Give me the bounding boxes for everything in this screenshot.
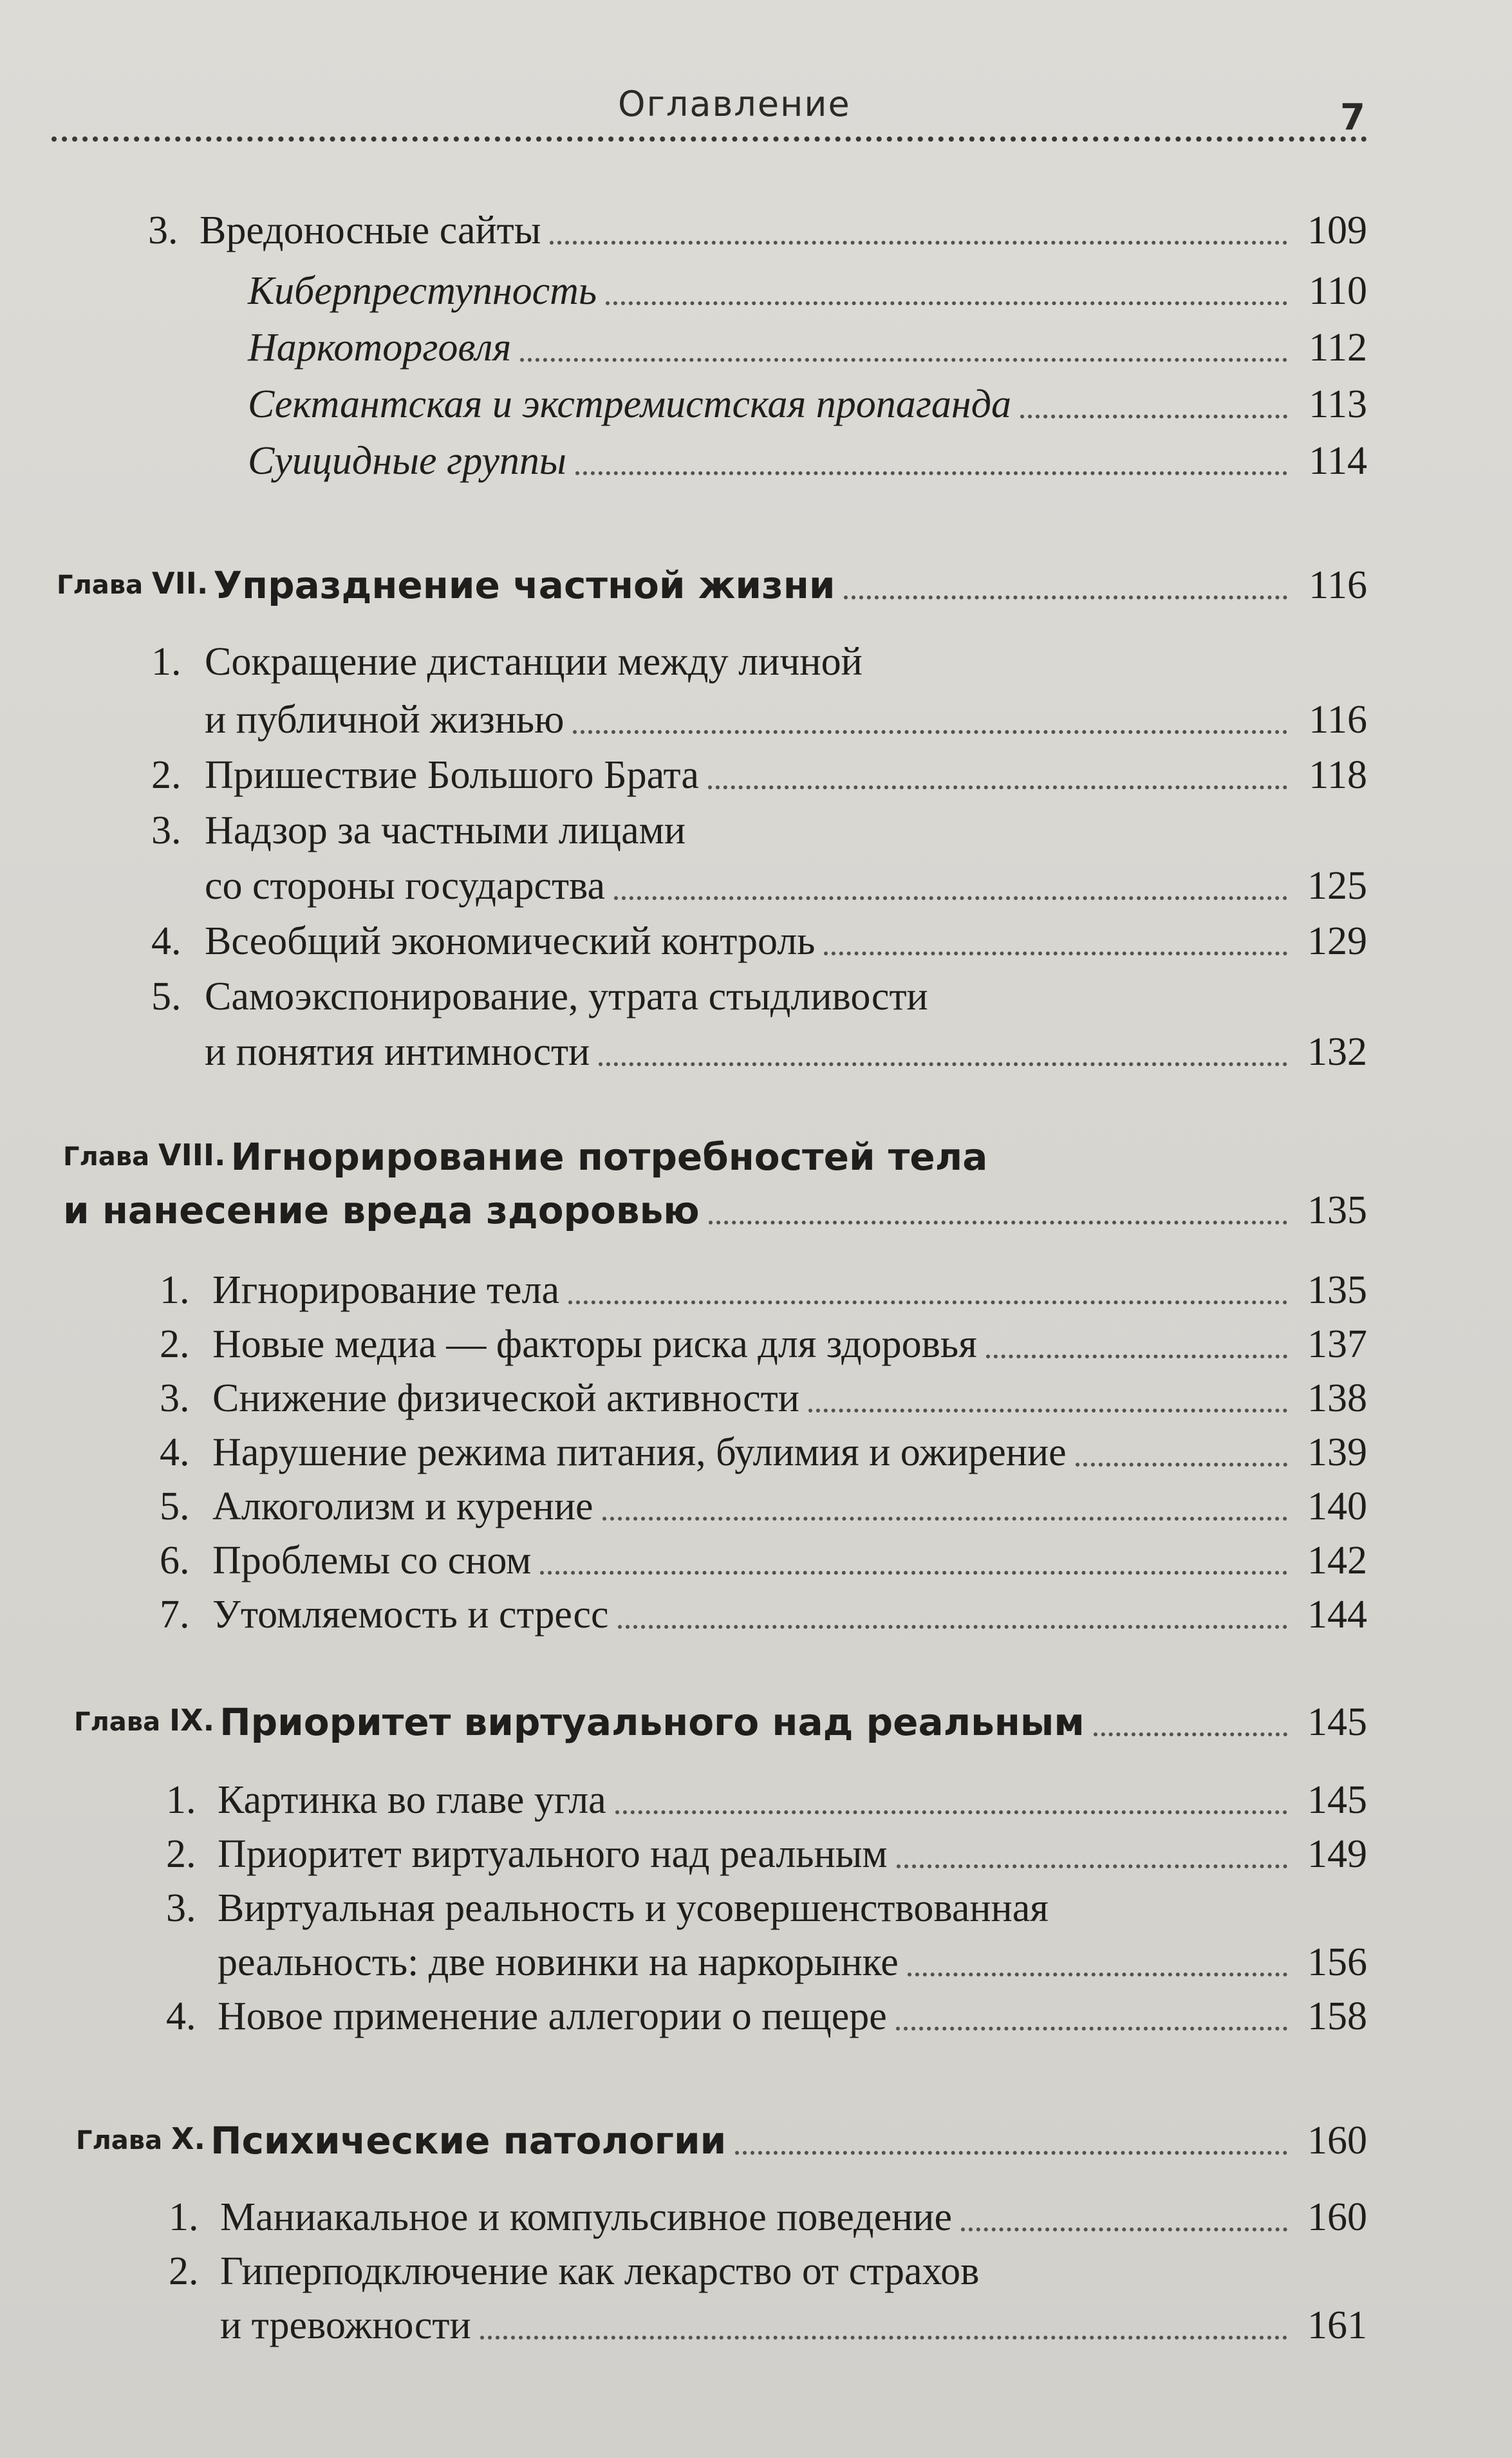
subentry-title: Суицидные группы — [248, 439, 566, 483]
chapter-page: 145 — [1307, 1700, 1367, 1744]
leader-dots — [480, 2336, 1287, 2340]
chapter-title-line2: и нанесение вреда здоровью — [63, 1188, 700, 1232]
entry-number: 2. — [160, 1322, 190, 1366]
leader-dots — [550, 241, 1287, 245]
entry-page: 118 — [1309, 753, 1367, 797]
leader-dots — [709, 1221, 1287, 1224]
leader-dots — [808, 1409, 1287, 1412]
entry-title: Снижение физической активности — [212, 1376, 799, 1420]
entry-title-line1: Сокращение дистанции между личной — [205, 640, 863, 684]
leader-dots — [615, 1810, 1287, 1814]
entry-title: Маниакальное и компульсивное поведение — [220, 2195, 952, 2239]
entry-number: 3. — [148, 209, 178, 252]
entry-number: 4. — [160, 1431, 190, 1474]
leader-dots — [599, 1062, 1287, 1066]
subentry-title: Сектантская и экстремистская пропаганда — [248, 382, 1012, 426]
chapter-label: Глава IX. — [74, 1703, 215, 1738]
leader-dots — [844, 596, 1287, 599]
chapter-heading — [57, 558, 1367, 611]
entry-number: 1. — [169, 2195, 199, 2239]
entry-page: 116 — [1309, 698, 1367, 742]
leader-dots — [568, 1300, 1287, 1304]
leader-dots — [1076, 1463, 1287, 1467]
subentry-title: Наркоторговля — [248, 326, 512, 370]
entry-page: 144 — [1307, 1593, 1367, 1637]
chapter-title: Психические патологии — [210, 2119, 727, 2162]
entry-page: 156 — [1307, 1940, 1367, 1984]
subentry-title: Киберпреступность — [248, 269, 597, 313]
leader-dots — [735, 2151, 1287, 2155]
toc-entry — [166, 1774, 1367, 1826]
chapter-heading-line2 — [63, 1185, 1367, 1236]
running-title: Оглавление — [618, 84, 851, 124]
entry-title-line2: и публичной жизнью — [205, 698, 565, 742]
toc-entry — [218, 1937, 1367, 1988]
entry-number: 2. — [151, 753, 182, 797]
toc-entry — [160, 1481, 1367, 1532]
entry-number: 1. — [166, 1778, 196, 1822]
entry-number: 2. — [169, 2249, 199, 2293]
chapter-heading — [74, 1694, 1367, 1748]
entry-title-line2: и понятия интимности — [205, 1030, 590, 1074]
entry-number: 2. — [166, 1832, 196, 1876]
chapter-page: 116 — [1309, 563, 1367, 607]
page-number: 7 — [1340, 97, 1365, 138]
leader-dots — [897, 1864, 1287, 1868]
entry-title: Проблемы со сном — [212, 1539, 532, 1582]
entry-page: 142 — [1307, 1539, 1367, 1582]
leader-dots — [606, 301, 1287, 305]
entry-title: Новые медиа — факторы риска для здоровья — [212, 1322, 977, 1366]
chapter-title: Упразднение частной жизни — [213, 563, 835, 607]
entry-page: 113 — [1309, 382, 1367, 426]
entry-number: 4. — [166, 1994, 196, 2038]
entry-number: 6. — [160, 1539, 190, 1582]
entry-page: 149 — [1307, 1832, 1367, 1876]
toc-entry — [148, 205, 1367, 256]
toc-entry — [160, 1589, 1367, 1640]
dotted-header-rule — [51, 136, 1367, 142]
running-head — [0, 77, 1512, 155]
entry-number: 1. — [160, 1268, 190, 1312]
leader-dots — [575, 471, 1287, 475]
chapter-heading — [76, 2113, 1367, 2166]
leader-dots — [708, 785, 1287, 789]
entry-page: 135 — [1307, 1268, 1367, 1312]
entry-title: Игнорирование тела — [212, 1268, 559, 1312]
chapter-title: Приоритет виртуального над реальным — [219, 1700, 1085, 1744]
entry-page: 140 — [1307, 1485, 1367, 1528]
toc-entry — [166, 1828, 1367, 1880]
toc-entry — [151, 749, 1367, 801]
entry-title-line1: Надзор за частными лицами — [205, 809, 686, 852]
entry-page: 112 — [1309, 326, 1367, 370]
entry-page: 109 — [1307, 209, 1367, 252]
entry-title: Пришествие Большого Брата — [205, 753, 699, 797]
toc-subentry — [248, 379, 1367, 430]
entry-number: 3. — [166, 1886, 196, 1930]
entry-title: Утомляемость и стресс — [212, 1593, 609, 1637]
entry-title: Всеобщий экономический контроль — [205, 919, 816, 963]
entry-title-line2: и тревожности — [220, 2303, 471, 2347]
entry-title: Новое применение аллегории о пещере — [218, 1994, 887, 2038]
chapter-label: Глава VII. — [57, 566, 209, 601]
toc-entry — [151, 915, 1367, 967]
leader-dots — [896, 2027, 1287, 2031]
entry-title-line1: Виртуальная реальность и усовершенствованная — [218, 1886, 1049, 1930]
toc-entry — [205, 860, 1367, 912]
toc-entry — [220, 2300, 1367, 2351]
toc-entry — [160, 1427, 1367, 1478]
entry-number: 1. — [151, 640, 182, 684]
entry-page: 132 — [1307, 1030, 1367, 1074]
leader-dots — [961, 2228, 1287, 2231]
toc-entry — [205, 1026, 1367, 1078]
leader-dots — [986, 1355, 1287, 1358]
entry-page: 138 — [1307, 1376, 1367, 1420]
toc-entry — [166, 1991, 1367, 2042]
toc-subentry — [248, 435, 1367, 487]
entry-number: 4. — [151, 919, 182, 963]
toc-entry — [160, 1535, 1367, 1586]
chapter-page: 160 — [1307, 2119, 1367, 2162]
toc-entry — [205, 694, 1367, 746]
chapter-label: Глава X. — [76, 2121, 205, 2156]
leader-dots — [602, 1517, 1287, 1521]
toc-entry — [160, 1373, 1367, 1424]
leader-dots — [573, 730, 1287, 734]
chapter-title-line1: Игнорирование потребностей тела — [230, 1135, 988, 1179]
entry-page: 137 — [1307, 1322, 1367, 1366]
entry-title-line1: Самоэкспонирование, утрата стыдливости — [205, 975, 928, 1018]
leader-dots — [540, 1571, 1287, 1575]
leader-dots — [1094, 1732, 1287, 1736]
entry-page: 161 — [1307, 2303, 1367, 2347]
leader-dots — [1020, 415, 1287, 418]
toc-subentry — [248, 265, 1367, 317]
entry-number: 5. — [160, 1485, 190, 1528]
entry-title: Приоритет виртуального над реальным — [218, 1832, 888, 1876]
entry-page: 145 — [1307, 1778, 1367, 1822]
entry-title: Нарушение режима питания, булимия и ожирение — [212, 1431, 1067, 1474]
entry-page: 158 — [1307, 1994, 1367, 2038]
leader-dots — [618, 1625, 1287, 1629]
entry-title: Алкоголизм и курение — [212, 1485, 593, 1528]
entry-page: 139 — [1307, 1431, 1367, 1474]
entry-title: Картинка во главе угла — [218, 1778, 606, 1822]
entry-number: 3. — [151, 809, 182, 852]
entry-page: 125 — [1307, 864, 1367, 908]
toc-entry — [160, 1318, 1367, 1370]
leader-dots — [824, 952, 1287, 955]
toc-entry — [169, 2191, 1367, 2243]
entry-number: 3. — [160, 1376, 190, 1420]
toc-entry — [160, 1264, 1367, 1316]
leader-dots — [520, 358, 1287, 362]
entry-title-line2: реальность: две новинки на наркорынке — [218, 1940, 899, 1984]
toc-subentry — [248, 322, 1367, 373]
chapter-page: 135 — [1307, 1188, 1367, 1232]
chapter-label: Глава VIII. — [63, 1138, 226, 1172]
entry-title-line1: Гиперподключение как лекарство от страхов — [220, 2249, 980, 2293]
entry-title: Вредоносные сайты — [200, 209, 541, 252]
entry-number: 7. — [160, 1593, 190, 1637]
entry-page: 110 — [1309, 269, 1367, 313]
entry-page: 160 — [1307, 2195, 1367, 2239]
chapter-heading — [63, 1129, 987, 1183]
entry-number: 5. — [151, 975, 182, 1018]
leader-dots — [908, 1973, 1287, 1976]
entry-page: 129 — [1307, 919, 1367, 963]
entry-title-line2: со стороны государства — [205, 864, 606, 908]
leader-dots — [614, 896, 1287, 900]
entry-page: 114 — [1309, 439, 1367, 483]
